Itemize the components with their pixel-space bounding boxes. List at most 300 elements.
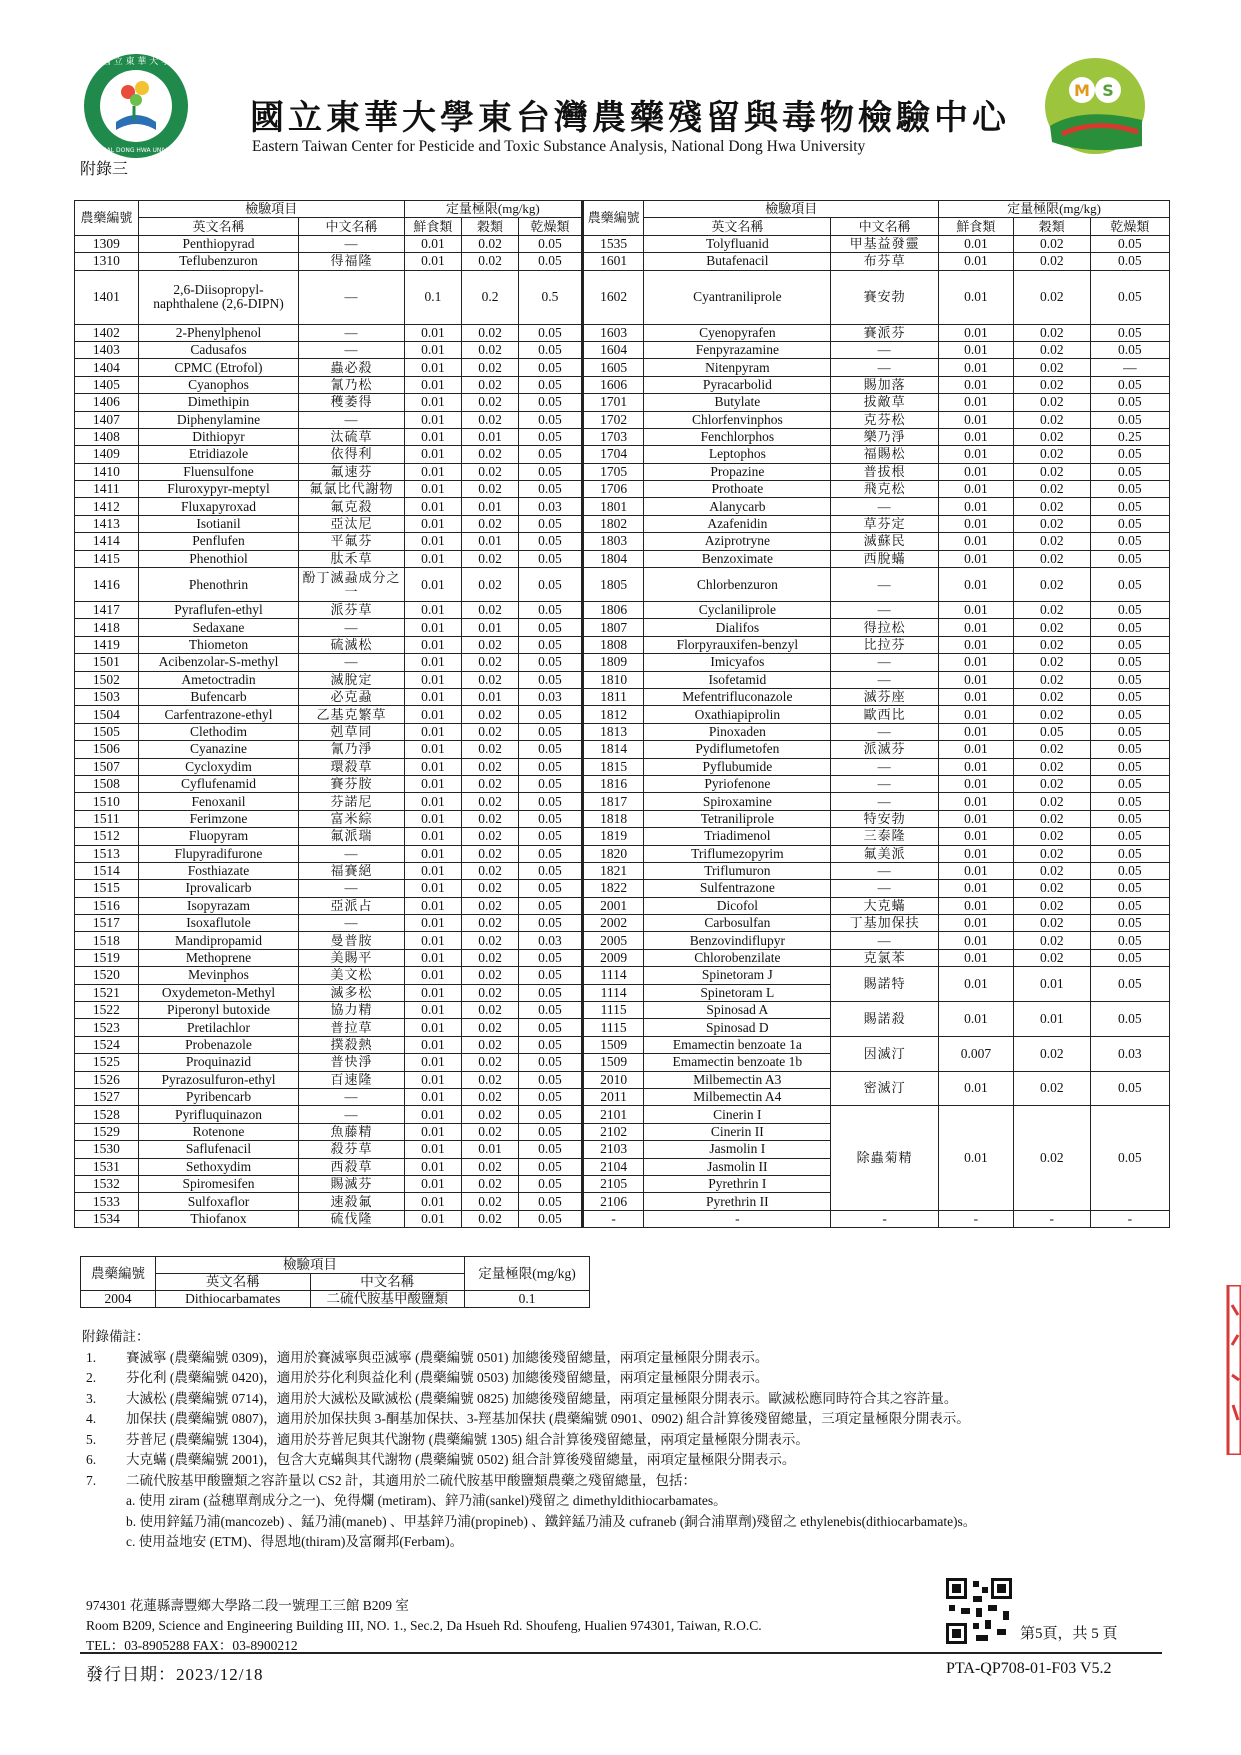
page-number: 第5頁，共 5 頁 bbox=[1020, 1626, 1118, 1642]
table-row bbox=[75, 481, 1170, 498]
loq-dry: 0.05 bbox=[519, 810, 583, 827]
loq-dry: 0.05 bbox=[1090, 533, 1169, 550]
english-name: Bufencarb bbox=[138, 688, 299, 705]
chinese-name: — bbox=[299, 880, 405, 897]
loq-fresh: 0.01 bbox=[404, 253, 461, 270]
chinese-name: — bbox=[831, 498, 939, 515]
english-name: Spinetoram J bbox=[644, 967, 831, 984]
table-row bbox=[75, 324, 1170, 341]
pesticide-code: 1407 bbox=[75, 411, 139, 428]
table-row bbox=[75, 880, 1170, 897]
loq-grain: 0.02 bbox=[1013, 775, 1090, 792]
loq-dry: 0.05 bbox=[1090, 235, 1169, 252]
loq-fresh: 0.01 bbox=[404, 498, 461, 515]
chinese-name: 肽禾草 bbox=[299, 550, 405, 567]
chinese-name: — bbox=[299, 915, 405, 932]
chinese-name: — bbox=[299, 845, 405, 862]
loq-grain: 0.02 bbox=[1013, 324, 1090, 341]
loq-dry: 0.05 bbox=[1090, 654, 1169, 671]
pesticide-code: 1813 bbox=[582, 723, 644, 740]
chinese-name: 福賜松 bbox=[831, 446, 939, 463]
loq-dry: 0.05 bbox=[519, 654, 583, 671]
english-name: Pyraflufen-ethyl bbox=[138, 602, 299, 619]
chinese-name: 必克蝨 bbox=[299, 688, 405, 705]
english-name: Pyribencarb bbox=[138, 1088, 299, 1105]
chinese-name: 殺芬草 bbox=[299, 1141, 405, 1158]
pesticide-code: 1404 bbox=[75, 359, 139, 376]
loq-fresh: 0.007 bbox=[939, 1036, 1014, 1071]
pesticide-code: 1413 bbox=[75, 515, 139, 532]
loq-grain: 0.02 bbox=[461, 949, 518, 966]
loq-grain: 0.02 bbox=[461, 828, 518, 845]
chinese-name: 賜滅芬 bbox=[299, 1175, 405, 1192]
english-name: Jasmolin I bbox=[644, 1141, 831, 1158]
loq-fresh: 0.01 bbox=[404, 1123, 461, 1140]
loq-fresh: 0.01 bbox=[939, 515, 1014, 532]
english-name: Aziprotryne bbox=[644, 533, 831, 550]
loq-fresh: 0.01 bbox=[939, 533, 1014, 550]
table-row bbox=[75, 967, 1170, 984]
loq-fresh: 0.01 bbox=[939, 481, 1014, 498]
english-name: Cyflufenamid bbox=[138, 775, 299, 792]
pesticide-code: 1526 bbox=[75, 1071, 139, 1088]
chinese-name: — bbox=[831, 654, 939, 671]
chinese-name: — bbox=[831, 758, 939, 775]
english-name: Pyrazosulfuron-ethyl bbox=[138, 1071, 299, 1088]
pesticide-code: 1602 bbox=[582, 270, 644, 324]
note-number: 6. bbox=[86, 1452, 97, 1467]
loq-grain: 0.01 bbox=[461, 533, 518, 550]
loq-grain: 0.02 bbox=[461, 897, 518, 914]
pesticide-code: 1511 bbox=[75, 810, 139, 827]
english-name: Fluxapyroxad bbox=[138, 498, 299, 515]
loq-fresh: 0.01 bbox=[939, 810, 1014, 827]
chinese-name: 氟速芬 bbox=[299, 463, 405, 480]
loq-dry: 0.03 bbox=[519, 688, 583, 705]
loq-fresh: 0.01 bbox=[404, 793, 461, 810]
loq-fresh: 0.01 bbox=[939, 793, 1014, 810]
english-name: Imicyafos bbox=[644, 654, 831, 671]
loq-fresh: 0.01 bbox=[404, 880, 461, 897]
loq-dry: 0.05 bbox=[519, 1071, 583, 1088]
chinese-name: 西殺草 bbox=[299, 1158, 405, 1175]
chinese-name: 歐西比 bbox=[831, 706, 939, 723]
english-name: Phenothiol bbox=[138, 550, 299, 567]
table-row bbox=[75, 775, 1170, 792]
pesticide-code: 2005 bbox=[582, 932, 644, 949]
col-zh-header: 中文名稱 bbox=[299, 218, 405, 235]
english-name: Pyriofenone bbox=[644, 775, 831, 792]
english-name: Nitenpyram bbox=[644, 359, 831, 376]
loq-dry: 0.05 bbox=[1090, 270, 1169, 324]
loq-dry: 0.05 bbox=[1090, 793, 1169, 810]
loq-dry: 0.05 bbox=[519, 394, 583, 411]
appendix-label: 附錄三 bbox=[80, 161, 129, 178]
loq-dry: 0.05 bbox=[1090, 602, 1169, 619]
loq-dry: 0.05 bbox=[519, 1141, 583, 1158]
pesticide-code: - bbox=[582, 1210, 644, 1227]
table-row bbox=[75, 723, 1170, 740]
loq-dry: 0.05 bbox=[1090, 498, 1169, 515]
english-name: Spiromesifen bbox=[138, 1175, 299, 1192]
loq-fresh: 0.01 bbox=[939, 376, 1014, 393]
loq-dry: 0.05 bbox=[519, 568, 583, 602]
loq-dry: 0.05 bbox=[1090, 688, 1169, 705]
loq-dry: 0.05 bbox=[519, 253, 583, 270]
pesticide-code: 1532 bbox=[75, 1175, 139, 1192]
loq-grain: 0.02 bbox=[1013, 688, 1090, 705]
chinese-name: — bbox=[831, 602, 939, 619]
loq-fresh: 0.01 bbox=[939, 723, 1014, 740]
center-title-en: Eastern Taiwan Center for Pesticide and Toxic Substance Analysis, National Dong Hwa University bbox=[252, 138, 866, 155]
notes-sublist bbox=[82, 1491, 1162, 1553]
loq-grain: 0.02 bbox=[461, 741, 518, 758]
pesticide-code: 2010 bbox=[582, 1071, 644, 1088]
english-name: Cyenopyrafen bbox=[644, 324, 831, 341]
loq-dry: 0.05 bbox=[1090, 568, 1169, 602]
english-name: Methoprene bbox=[138, 949, 299, 966]
pesticide-code: 1416 bbox=[75, 568, 139, 602]
note-text: 二硫代胺基甲酸鹽類之容許量以 CS2 計，其適用於二硫代胺基甲酸鹽類農藥之殘留總量，包括： bbox=[126, 1472, 697, 1488]
pesticide-code: 1705 bbox=[582, 463, 644, 480]
pesticide-code: 1509 bbox=[582, 1036, 644, 1053]
notes-list bbox=[82, 1348, 1162, 1492]
loq-grain: 0.01 bbox=[461, 428, 518, 445]
loq-fresh: 0.01 bbox=[404, 1193, 461, 1210]
pesticide-code: 1512 bbox=[75, 828, 139, 845]
small-loq-header: 定量極限(mg/kg) bbox=[465, 1257, 590, 1291]
loq-dry: 0.05 bbox=[519, 235, 583, 252]
note-subitem: a. 使用 ziram (益穗單劑成分之一)、免得爛 (metiram)、鋅乃浦(sankel)殘留之 dimethyldithiocarbamates。 bbox=[126, 1493, 727, 1508]
pesticide-code: 1603 bbox=[582, 324, 644, 341]
table-header-row-1 bbox=[75, 201, 1170, 218]
loq-grain: 0.02 bbox=[461, 1158, 518, 1175]
english-name: Rotenone bbox=[138, 1123, 299, 1140]
loq-grain: 0.02 bbox=[461, 967, 518, 984]
pesticide-code: 1114 bbox=[582, 984, 644, 1001]
english-name: Jasmolin II bbox=[644, 1158, 831, 1175]
col-grain-header: 穀類 bbox=[461, 218, 518, 235]
pesticide-code: 1513 bbox=[75, 845, 139, 862]
loq-fresh: 0.01 bbox=[939, 394, 1014, 411]
english-name: Proquinazid bbox=[138, 1054, 299, 1071]
loq-dry: 0.05 bbox=[519, 481, 583, 498]
loq-grain: 0.02 bbox=[1013, 1106, 1090, 1210]
english-name: Flupyradifurone bbox=[138, 845, 299, 862]
loq-fresh: 0.01 bbox=[404, 602, 461, 619]
note-text: 賽滅寧 (農藥編號 0309)，適用於賽滅寧與亞滅寧 (農藥編號 0501) 加總後殘留總量，兩項定量極限分開表示。 bbox=[126, 1349, 769, 1365]
loq-dry: 0.05 bbox=[519, 1036, 583, 1053]
loq-grain: 0.02 bbox=[461, 636, 518, 653]
loq-grain: 0.02 bbox=[1013, 793, 1090, 810]
note-text: 芬普尼 (農藥編號 1304)，適用於芬普尼與其代謝物 (農藥編號 1305) 組合計算後殘留總量，兩項定量極限分開表示。 bbox=[126, 1431, 809, 1447]
english-name: - bbox=[644, 1210, 831, 1227]
chinese-name: 美賜平 bbox=[299, 949, 405, 966]
loq-dry: 0.05 bbox=[1090, 253, 1169, 270]
pesticide-code: 1516 bbox=[75, 897, 139, 914]
loq-fresh: 0.01 bbox=[939, 324, 1014, 341]
pesticide-code: 1419 bbox=[75, 636, 139, 653]
english-name: Mefentrifluconazole bbox=[644, 688, 831, 705]
pesticide-code: 1801 bbox=[582, 498, 644, 515]
loq-dry: 0.05 bbox=[519, 515, 583, 532]
table-row bbox=[75, 915, 1170, 932]
pesticide-code: 1401 bbox=[75, 270, 139, 324]
english-name: Fluopyram bbox=[138, 828, 299, 845]
english-name: Tolyfluanid bbox=[644, 235, 831, 252]
english-name: Benzoximate bbox=[644, 550, 831, 567]
pesticide-code: 2102 bbox=[582, 1123, 644, 1140]
chinese-name: 硫伐隆 bbox=[299, 1210, 405, 1227]
loq-dry: 0.05 bbox=[519, 636, 583, 653]
pesticide-code: 1706 bbox=[582, 481, 644, 498]
english-name: Butafenacil bbox=[644, 253, 831, 270]
table-row bbox=[75, 463, 1170, 480]
ms-logo bbox=[1042, 56, 1148, 156]
english-name: Ametoctradin bbox=[138, 671, 299, 688]
chinese-name: — bbox=[831, 932, 939, 949]
english-name: Azafenidin bbox=[644, 515, 831, 532]
table-row bbox=[75, 376, 1170, 393]
loq-fresh: 0.01 bbox=[404, 515, 461, 532]
chinese-name: 西脫蟎 bbox=[831, 550, 939, 567]
pesticide-code: 1812 bbox=[582, 706, 644, 723]
english-name: Spiroxamine bbox=[644, 793, 831, 810]
table-row bbox=[75, 654, 1170, 671]
loq-grain: 0.02 bbox=[1013, 515, 1090, 532]
col-fresh-header: 鮮食類 bbox=[404, 218, 461, 235]
table-row bbox=[75, 235, 1170, 252]
loq-fresh: 0.01 bbox=[404, 1088, 461, 1105]
loq-grain: 0.02 bbox=[1013, 359, 1090, 376]
note-text: 加保扶 (農藥編號 0807)，適用於加保扶與 3-酮基加保扶、3-羥基加保扶 (農藥編號 0901、0902) 組合計算後殘留總量，三項定量極限分開表示。 bbox=[126, 1411, 970, 1426]
english-name: Dialifos bbox=[644, 619, 831, 636]
small-zh: 二硫代胺基甲酸鹽類 bbox=[310, 1291, 465, 1308]
loq-dry: 0.25 bbox=[1090, 428, 1169, 445]
loq-dry: 0.05 bbox=[519, 1175, 583, 1192]
loq-grain: 0.02 bbox=[1013, 897, 1090, 914]
pesticide-code: 1510 bbox=[75, 793, 139, 810]
loq-grain: 0.02 bbox=[1013, 498, 1090, 515]
pesticide-code: 2011 bbox=[582, 1088, 644, 1105]
chinese-name: 比拉芬 bbox=[831, 636, 939, 653]
loq-fresh: 0.01 bbox=[939, 932, 1014, 949]
loq-fresh: 0.01 bbox=[404, 1106, 461, 1123]
english-name: 2,6-Diisopropyl-naphthalene (2,6-DIPN) bbox=[138, 270, 299, 324]
note-item bbox=[82, 1368, 1162, 1389]
note-subitem: c. 使用益地安 (ETM)、得恩地(thiram)及富爾邦(Ferbam)。 bbox=[126, 1534, 464, 1549]
pesticide-code: 1309 bbox=[75, 235, 139, 252]
chinese-name: 賜諾殺 bbox=[831, 1002, 939, 1037]
chinese-name: 因滅汀 bbox=[831, 1036, 939, 1071]
loq-dry: 0.03 bbox=[1090, 1036, 1169, 1071]
pesticide-code: 1814 bbox=[582, 741, 644, 758]
loq-grain: 0.02 bbox=[461, 706, 518, 723]
english-name: Pyrethrin I bbox=[644, 1175, 831, 1192]
chinese-name: 賽派芬 bbox=[831, 324, 939, 341]
pesticide-code: 1804 bbox=[582, 550, 644, 567]
chinese-name: 滅蘇民 bbox=[831, 533, 939, 550]
loq-fresh: 0.01 bbox=[404, 984, 461, 1001]
loq-dry: 0.05 bbox=[1090, 550, 1169, 567]
loq-grain: 0.02 bbox=[461, 1175, 518, 1192]
english-name: Carfentrazone-ethyl bbox=[138, 706, 299, 723]
loq-fresh: 0.01 bbox=[404, 533, 461, 550]
english-name: CPMC (Etrofol) bbox=[138, 359, 299, 376]
english-name: Pyflubumide bbox=[644, 758, 831, 775]
loq-grain: 0.02 bbox=[1013, 671, 1090, 688]
loq-dry: 0.05 bbox=[519, 828, 583, 845]
chinese-name: 特安勃 bbox=[831, 810, 939, 827]
pesticide-code: 1606 bbox=[582, 376, 644, 393]
chinese-name: 曼普胺 bbox=[299, 932, 405, 949]
loq-dry: 0.05 bbox=[519, 463, 583, 480]
english-name: Oxydemeton-Methyl bbox=[138, 984, 299, 1001]
table-row bbox=[75, 897, 1170, 914]
loq-grain: 0.02 bbox=[461, 324, 518, 341]
english-name: Saflufenacil bbox=[138, 1141, 299, 1158]
loq-dry: 0.05 bbox=[519, 1088, 583, 1105]
loq-dry: 0.05 bbox=[1090, 706, 1169, 723]
english-name: Chlorobenzilate bbox=[644, 949, 831, 966]
english-name: Fosthiazate bbox=[138, 862, 299, 879]
loq-fresh: 0.01 bbox=[939, 967, 1014, 1002]
chinese-name: 氰乃淨 bbox=[299, 741, 405, 758]
chinese-name: — bbox=[831, 862, 939, 879]
loq-dry: 0.03 bbox=[519, 498, 583, 515]
small-zh-header: 中文名稱 bbox=[310, 1274, 465, 1291]
loq-dry: 0.05 bbox=[519, 533, 583, 550]
loq-grain: 0.02 bbox=[461, 1106, 518, 1123]
english-name: Isopyrazam bbox=[138, 897, 299, 914]
table-row bbox=[75, 394, 1170, 411]
loq-fresh: 0.1 bbox=[404, 270, 461, 324]
col-item-header-right: 檢驗項目 bbox=[644, 201, 939, 218]
chinese-name: 普快淨 bbox=[299, 1054, 405, 1071]
loq-grain: 0.02 bbox=[461, 341, 518, 358]
col-fresh-header-right: 鮮食類 bbox=[939, 218, 1014, 235]
pesticide-code: 1504 bbox=[75, 706, 139, 723]
loq-fresh: 0.01 bbox=[939, 862, 1014, 879]
col-dry-header: 乾燥類 bbox=[519, 218, 583, 235]
loq-fresh: 0.01 bbox=[404, 915, 461, 932]
loq-grain: 0.01 bbox=[1013, 967, 1090, 1002]
english-name: Triflumuron bbox=[644, 862, 831, 879]
pesticide-code: 1408 bbox=[75, 428, 139, 445]
table-row bbox=[75, 1071, 1170, 1088]
loq-fresh: 0.01 bbox=[404, 1141, 461, 1158]
loq-grain: 0.02 bbox=[461, 723, 518, 740]
pesticide-code: 1406 bbox=[75, 394, 139, 411]
loq-fresh: 0.01 bbox=[939, 1002, 1014, 1037]
chinese-name: 除蟲菊精 bbox=[831, 1106, 939, 1210]
loq-fresh: 0.01 bbox=[404, 845, 461, 862]
note-number: 4. bbox=[86, 1411, 97, 1426]
pesticide-code: 1817 bbox=[582, 793, 644, 810]
table-row bbox=[75, 688, 1170, 705]
loq-grain: 0.02 bbox=[461, 1054, 518, 1071]
loq-fresh: 0.01 bbox=[939, 636, 1014, 653]
loq-grain: 0.02 bbox=[461, 671, 518, 688]
loq-dry: 0.05 bbox=[1090, 915, 1169, 932]
loq-dry: — bbox=[1090, 359, 1169, 376]
loq-dry: 0.05 bbox=[1090, 741, 1169, 758]
col-code-header-right: 農藥編號 bbox=[582, 201, 644, 236]
loq-grain: 0.02 bbox=[1013, 253, 1090, 270]
pesticide-code: 1701 bbox=[582, 394, 644, 411]
english-name: Propazine bbox=[644, 463, 831, 480]
loq-dry: 0.05 bbox=[1090, 880, 1169, 897]
pesticide-code: 1816 bbox=[582, 775, 644, 792]
english-name: Isoxaflutole bbox=[138, 915, 299, 932]
loq-grain: 0.02 bbox=[461, 1071, 518, 1088]
loq-dry: 0.05 bbox=[519, 1019, 583, 1036]
loq-dry: 0.05 bbox=[519, 880, 583, 897]
pesticide-code: 1524 bbox=[75, 1036, 139, 1053]
loq-grain: - bbox=[1013, 1210, 1090, 1227]
english-name: Pretilachlor bbox=[138, 1019, 299, 1036]
loq-dry: 0.05 bbox=[1090, 671, 1169, 688]
loq-fresh: 0.01 bbox=[404, 671, 461, 688]
loq-grain: 0.05 bbox=[1013, 723, 1090, 740]
chinese-name: 派芬草 bbox=[299, 602, 405, 619]
loq-grain: 0.02 bbox=[461, 758, 518, 775]
loq-dry: 0.05 bbox=[1090, 515, 1169, 532]
loq-fresh: 0.01 bbox=[404, 1054, 461, 1071]
chinese-name: 得拉松 bbox=[831, 619, 939, 636]
chinese-name: 賽芬胺 bbox=[299, 775, 405, 792]
loq-grain: 0.02 bbox=[461, 880, 518, 897]
loq-dry: 0.05 bbox=[1090, 949, 1169, 966]
pesticide-code: 1418 bbox=[75, 619, 139, 636]
english-name: Benzovindiflupyr bbox=[644, 932, 831, 949]
loq-fresh: 0.01 bbox=[404, 775, 461, 792]
pesticide-code: 1517 bbox=[75, 915, 139, 932]
table-row bbox=[75, 845, 1170, 862]
qr-code-icon bbox=[946, 1578, 1012, 1644]
loq-dry: 0.05 bbox=[519, 671, 583, 688]
col-zh-header-right: 中文名稱 bbox=[831, 218, 939, 235]
chinese-name: 得福隆 bbox=[299, 253, 405, 270]
chinese-name: 丁基加保扶 bbox=[831, 915, 939, 932]
loq-dry: 0.03 bbox=[519, 932, 583, 949]
loq-grain: 0.02 bbox=[1013, 235, 1090, 252]
english-name: Cycloxydim bbox=[138, 758, 299, 775]
chinese-name: 氟克殺 bbox=[299, 498, 405, 515]
loq-grain: 0.02 bbox=[461, 1193, 518, 1210]
loq-grain: 0.02 bbox=[1013, 446, 1090, 463]
loq-dry: 0.05 bbox=[519, 706, 583, 723]
chinese-name: — bbox=[831, 359, 939, 376]
english-name: Chlorfenvinphos bbox=[644, 411, 831, 428]
loq-dry: 0.05 bbox=[1090, 341, 1169, 358]
loq-fresh: 0.01 bbox=[404, 688, 461, 705]
loq-grain: 0.02 bbox=[1013, 428, 1090, 445]
pesticide-code: 1535 bbox=[582, 235, 644, 252]
table-row bbox=[75, 550, 1170, 567]
svg-text:S: S bbox=[1102, 81, 1114, 100]
small-code: 2004 bbox=[81, 1291, 156, 1308]
dithiocarbamate-table bbox=[80, 1256, 590, 1308]
english-name: Cyanophos bbox=[138, 376, 299, 393]
loq-dry: 0.05 bbox=[1090, 723, 1169, 740]
english-name: Phenothrin bbox=[138, 568, 299, 602]
chinese-name: 克氯苯 bbox=[831, 949, 939, 966]
loq-grain: 0.02 bbox=[461, 515, 518, 532]
loq-dry: 0.05 bbox=[519, 741, 583, 758]
english-name: Cyantraniliprole bbox=[644, 270, 831, 324]
loq-dry: 0.05 bbox=[1090, 324, 1169, 341]
